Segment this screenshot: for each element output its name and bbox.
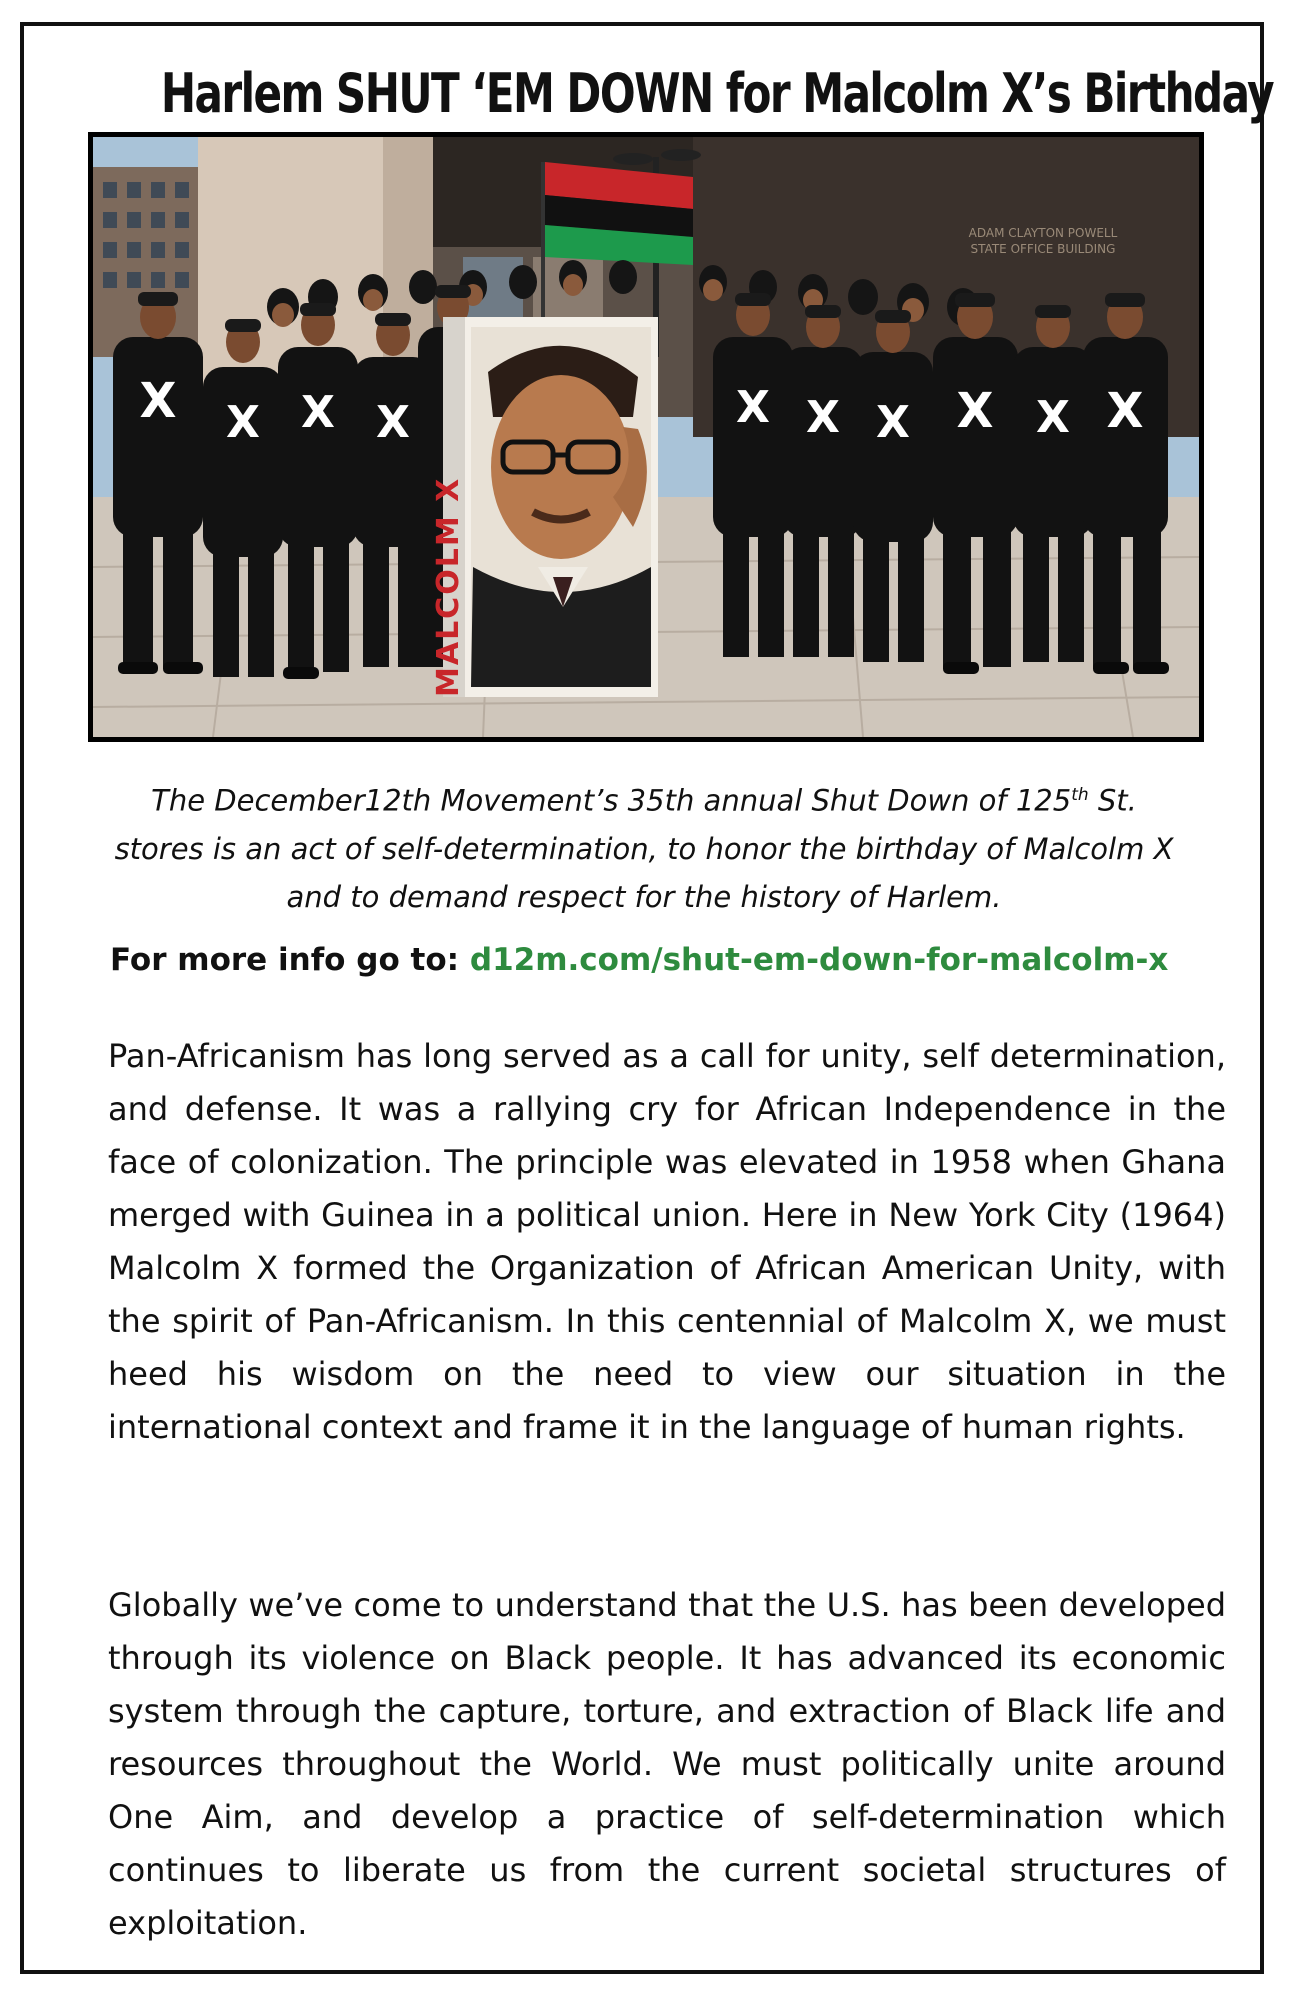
- caption-text-1: The December12th Movement’s 35th annual Shut Down of 125: [151, 783, 1072, 818]
- flyer-frame: [20, 22, 1274, 1974]
- svg-text:X: X: [876, 397, 910, 448]
- svg-text:X: X: [736, 382, 770, 433]
- svg-text:STATE OFFICE BUILDING: STATE OFFICE BUILDING: [970, 242, 1116, 256]
- caption-text-2: St. stores is an act of self-determination, to honor the birthday of Malcolm X and to demand respect for the history of Harlem.: [114, 783, 1174, 914]
- malcolm-x-poster: [431, 317, 658, 697]
- svg-text:X: X: [226, 397, 260, 448]
- caption-superscript: th: [1071, 785, 1089, 805]
- photo-caption: [104, 771, 1184, 921]
- more-info-line: [110, 942, 1230, 978]
- paragraph-pan-africanism: Pan-Africanism has long served as a call for unity, self determination, and defense. It was a rallying cry for African Independence in the face of colonization. The principle was elevated in 1958 when Ghana merged with Guinea in a political union. Here in New York City (1964) Malcolm X formed the Organization of African American Unity, with the spirit of Pan-Africanism. In this centennial of Malcolm X, we must heed his wisdom on the need to view our situation in the international context and frame it in the language of human rights.: [108, 1037, 1226, 1446]
- headline: Harlem SHUT ‘EM DOWN for Malcolm X’s Birthday: [160, 62, 1274, 125]
- svg-text:X: X: [376, 397, 410, 448]
- event-photo: [88, 132, 1204, 742]
- event-photo-illustration: [93, 137, 1199, 737]
- paragraph-globally: Globally we’ve come to understand that the U.S. has been developed through its violence on Black people. It has advanced its economic system through the capture, torture, and extraction of Black life and resources throughout the World. We must politically unite around One Aim, and develop a practice of self-determination which continues to liberate us from the current societal structures of exploitation.: [108, 1586, 1226, 1942]
- shirt-x-mark: X: [139, 373, 177, 429]
- svg-text:X: X: [1106, 383, 1144, 439]
- svg-text:X: X: [806, 392, 840, 443]
- more-info-link[interactable]: d12m.com/shut-em-down-for-malcolm-x: [469, 942, 1169, 978]
- svg-text:X: X: [301, 387, 335, 438]
- svg-text:X: X: [956, 383, 994, 439]
- more-info-label: For more info go to:: [110, 942, 470, 978]
- building-sign-text: ADAM CLAYTON POWELL: [968, 226, 1118, 240]
- svg-text:X: X: [1036, 392, 1070, 443]
- poster-vertical-text: MALCOLM X: [431, 476, 466, 697]
